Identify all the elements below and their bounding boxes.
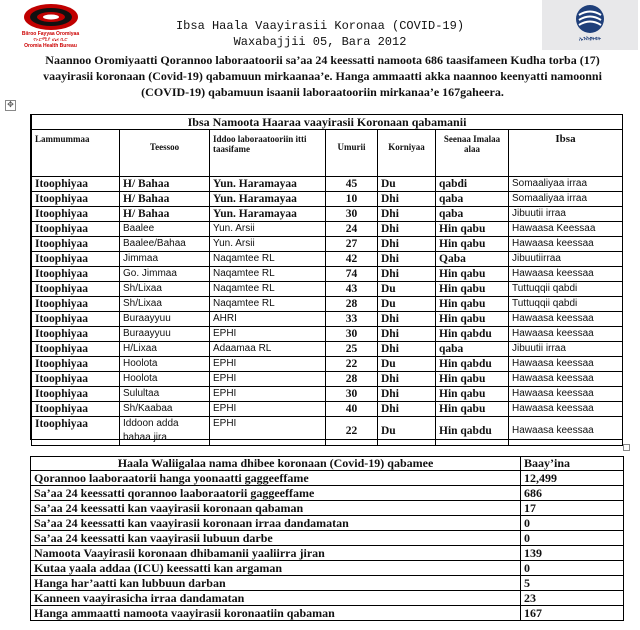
cell-nationality: Itoophiyaa <box>32 207 120 222</box>
logo-line-1: Biiroo Fayyaa Oromiyaa <box>21 31 80 37</box>
logo-line-2: የኦሮሚያ ጤና ቢሮ <box>33 37 68 43</box>
cell-sex: Dhi <box>378 402 436 417</box>
table-caption: Ibsa Namoota Haaraa vaayirasii Koronaan qabamanii <box>32 115 623 130</box>
cell-residence: Sh/Kaabaa <box>120 402 210 417</box>
case-row <box>32 297 623 312</box>
cell-nationality: Itoophiyaa <box>32 327 120 342</box>
cell-lab: Yun. Haramayaa <box>210 177 326 192</box>
cell-lab: Adaamaa RL <box>210 342 326 357</box>
cell-age: 42 <box>326 252 378 267</box>
summary-header-label: Haala Waliigalaa nama dhibee koronaan (Covid-19) qabamee <box>31 457 521 471</box>
cell-source: Hawaasa Keessaa <box>509 222 623 237</box>
cell-lab: Yun. Arsii <box>210 237 326 252</box>
cell-nationality: Itoophiyaa <box>32 282 120 297</box>
summary-label: Hanga ammaatti namoota vaayirasii koronaatiin qabaman <box>31 606 521 621</box>
resize-handle-icon[interactable] <box>623 444 630 451</box>
summary-row <box>31 471 624 486</box>
cell-travel: Hin qabdu <box>436 357 509 372</box>
table-caption-row <box>32 115 623 130</box>
summary-header-row <box>31 457 624 471</box>
summary-label: Sa’aa 24 keessatti kan vaayirasii koronaan qabaman <box>31 501 521 516</box>
cell-lab: EPHI <box>210 357 326 372</box>
cell-residence: Baalee <box>120 222 210 237</box>
cell-travel: qaba <box>436 342 509 357</box>
cell-source: Jibuutii irraa <box>509 342 623 357</box>
col-header-source: Ibsa <box>509 130 623 177</box>
cell-travel: Qaba <box>436 252 509 267</box>
case-row <box>32 222 623 237</box>
summary-value: 139 <box>521 546 624 561</box>
cell-age: 30 <box>326 207 378 222</box>
col-header-age: Umurii <box>326 130 378 177</box>
cell-source: Jibuutii irraa <box>509 207 623 222</box>
summary-row <box>31 561 624 576</box>
cell-sex: Dhi <box>378 312 436 327</box>
cell-source: Hawaasa keessaa <box>509 372 623 387</box>
cell-age: 25 <box>326 342 378 357</box>
case-row <box>32 237 623 252</box>
cell-sex: Dhi <box>378 372 436 387</box>
summary-label: Kutaa yaala addaa (ICU) keessatti kan argaman <box>31 561 521 576</box>
summary-row <box>31 501 624 516</box>
summary-row <box>31 516 624 531</box>
cell-travel: qaba <box>436 192 509 207</box>
cell-residence: H/ Bahaa <box>120 207 210 222</box>
summary-rows <box>31 471 624 621</box>
cell-travel: Hin qabu <box>436 267 509 282</box>
case-row <box>32 252 623 267</box>
cell-travel: Hin qabu <box>436 387 509 402</box>
summary-table <box>30 456 624 621</box>
case-row <box>32 192 623 207</box>
case-row <box>32 207 623 222</box>
cell-lab: Naqamtee RL <box>210 252 326 267</box>
logo-line-3: Oromia Health Bureau <box>24 43 77 49</box>
cell-residence: H/ Bahaa <box>120 192 210 207</box>
cell-source: Jibuutiirraa <box>509 252 623 267</box>
cell-sex: Dhi <box>378 192 436 207</box>
cell-travel: Hin qabu <box>436 402 509 417</box>
col-header-travel: Seenaa Imalaa alaa <box>436 130 509 177</box>
report-date: Waxabajjii 05, Bara 2012 <box>233 35 407 49</box>
cell-residence: Iddoon adda bahaa jira <box>120 417 210 446</box>
ephi-logo-text: ኢንስቲትዩት <box>579 36 601 42</box>
summary-value: 0 <box>521 561 624 576</box>
case-row <box>32 312 623 327</box>
cell-residence: Buraayyuu <box>120 327 210 342</box>
summary-header-value: Baay’ina <box>521 457 624 471</box>
case-row <box>32 342 623 357</box>
cell-age: 43 <box>326 282 378 297</box>
cell-sex: Dhi <box>378 387 436 402</box>
col-header-residence: Teessoo <box>120 130 210 177</box>
cell-residence: Jimmaa <box>120 252 210 267</box>
cell-residence: H/ Bahaa <box>120 177 210 192</box>
cell-sex: Dhi <box>378 252 436 267</box>
new-cases-table <box>31 114 623 446</box>
cell-sex: Dhi <box>378 222 436 237</box>
col-header-lab: Iddoo laboraatooriin itti taasifame <box>210 130 326 177</box>
col-header-nationality: Lammummaa <box>32 130 120 177</box>
cell-source: Hawaasa keessaa <box>509 417 623 446</box>
cell-residence: Sulultaa <box>120 387 210 402</box>
cell-source: Hawaasa keessaa <box>509 312 623 327</box>
cell-age: 28 <box>326 297 378 312</box>
cell-lab: Naqamtee RL <box>210 282 326 297</box>
case-row <box>32 357 623 372</box>
cell-sex: Dhi <box>378 327 436 342</box>
cell-residence: Buraayyuu <box>120 312 210 327</box>
summary-row <box>31 486 624 501</box>
cell-travel: Hin qabu <box>436 282 509 297</box>
cell-residence: Baalee/Bahaa <box>120 237 210 252</box>
case-row <box>32 387 623 402</box>
cell-nationality: Itoophiyaa <box>32 342 120 357</box>
cell-source: Hawaasa keessaa <box>509 387 623 402</box>
cell-travel: Hin qabu <box>436 237 509 252</box>
cell-lab: AHRI <box>210 312 326 327</box>
summary-value: 5 <box>521 576 624 591</box>
summary-label: Sa’aa 24 keessatti qorannoo laaboraatorii gaggeeffame <box>31 486 521 501</box>
cell-sex: Du <box>378 282 436 297</box>
summary-row <box>31 606 624 621</box>
summary-value: 0 <box>521 516 624 531</box>
case-rows <box>32 177 623 446</box>
cell-source: Hawaasa keessaa <box>509 402 623 417</box>
summary-label: Hanga har’aatti kan lubbuun darban <box>31 576 521 591</box>
cell-lab: Naqamtee RL <box>210 267 326 282</box>
cell-age: 22 <box>326 357 378 372</box>
table-header-row <box>32 130 623 177</box>
cell-residence: Sh/Lixaa <box>120 297 210 312</box>
cell-source: Tuttuqqii qabdi <box>509 282 623 297</box>
intro-paragraph: Naannoo Oromiyaatti Qorannoo laboraatoorii sa’aa 24 keessatti namoota 686 taasifameen Kudha torba (17) vaayirasii koronaan (Covid-19) qabamuun mirkaanaa’e. Hanga ammaatti akka naannoo keenyatti namoonni (COVID-19) qabamuun isaanii laboraatooriin mirkanaa’e 167gaheera. <box>43 53 602 99</box>
summary-value: 17 <box>521 501 624 516</box>
case-row <box>32 417 623 446</box>
cell-sex: Du <box>378 177 436 192</box>
cell-nationality: Itoophiyaa <box>32 267 120 282</box>
cell-sex: Du <box>378 357 436 372</box>
cell-nationality: Itoophiyaa <box>32 222 120 237</box>
col-header-sex: Korniyaa <box>378 130 436 177</box>
summary-value: 0 <box>521 531 624 546</box>
summary-value: 12,499 <box>521 471 624 486</box>
summary-label: Namoota Vaayirasii koronaan dhibamanii yaaliirra jiran <box>31 546 521 561</box>
summary-label: Kanneen vaayirasicha irraa dandamatan <box>31 591 521 606</box>
cell-residence: Hoolota <box>120 372 210 387</box>
cell-source: Tuttuqqii qabdi <box>509 297 623 312</box>
cell-lab: EPHI <box>210 327 326 342</box>
cell-age: 27 <box>326 237 378 252</box>
summary-row <box>31 531 624 546</box>
cell-travel: qabdi <box>436 177 509 192</box>
case-row <box>32 402 623 417</box>
summary-label: Sa’aa 24 keessatti kan vaayirasii koronaan irraa dandamatan <box>31 516 521 531</box>
cell-nationality: Itoophiyaa <box>32 417 120 446</box>
cell-lab: EPHI <box>210 372 326 387</box>
cell-lab: EPHI <box>210 417 326 446</box>
summary-label: Sa’aa 24 keessatti kan vaayirasii lubuun darbe <box>31 531 521 546</box>
summary-label: Qorannoo laaboraatorii hanga yoonaatti gaggeeffame <box>31 471 521 486</box>
cell-age: 45 <box>326 177 378 192</box>
cell-residence: Go. Jimmaa <box>120 267 210 282</box>
summary-value: 686 <box>521 486 624 501</box>
cell-sex: Dhi <box>378 342 436 357</box>
cell-sex: Du <box>378 417 436 446</box>
cell-residence: Sh/Lixaa <box>120 282 210 297</box>
summary-value: 167 <box>521 606 624 621</box>
cell-age: 40 <box>326 402 378 417</box>
cell-source: Somaaliyaa irraa <box>509 177 623 192</box>
cell-nationality: Itoophiyaa <box>32 372 120 387</box>
cell-travel: Hin qabu <box>436 372 509 387</box>
cell-age: 24 <box>326 222 378 237</box>
cell-source: Hawaasa keessaa <box>509 237 623 252</box>
cell-lab: Naqamtee RL <box>210 297 326 312</box>
cell-sex: Dhi <box>378 237 436 252</box>
cell-nationality: Itoophiyaa <box>32 237 120 252</box>
cell-nationality: Itoophiyaa <box>32 177 120 192</box>
cell-age: 33 <box>326 312 378 327</box>
cell-age: 74 <box>326 267 378 282</box>
case-row <box>32 372 623 387</box>
cell-age: 10 <box>326 192 378 207</box>
cell-age: 22 <box>326 417 378 446</box>
cell-travel: Hin qabdu <box>436 327 509 342</box>
cell-nationality: Itoophiyaa <box>32 297 120 312</box>
cell-nationality: Itoophiyaa <box>32 312 120 327</box>
summary-row <box>31 591 624 606</box>
cell-nationality: Itoophiyaa <box>32 252 120 267</box>
cell-nationality: Itoophiyaa <box>32 192 120 207</box>
cell-residence: Hoolota <box>120 357 210 372</box>
case-row <box>32 282 623 297</box>
case-row <box>32 267 623 282</box>
summary-row <box>31 576 624 591</box>
summary-value: 23 <box>521 591 624 606</box>
cell-source: Hawaasa keessaa <box>509 327 623 342</box>
cell-travel: Hin qabu <box>436 312 509 327</box>
cell-age: 30 <box>326 387 378 402</box>
case-row <box>32 327 623 342</box>
page-title: Ibsa Haala Vaayirasii Koronaa (COVID-19) <box>175 19 465 33</box>
cell-sex: Dhi <box>378 267 436 282</box>
cell-source: Somaaliyaa irraa <box>509 192 623 207</box>
cell-lab: EPHI <box>210 402 326 417</box>
cell-nationality: Itoophiyaa <box>32 402 120 417</box>
cell-travel: Hin qabu <box>436 297 509 312</box>
cell-travel: qaba <box>436 207 509 222</box>
cell-lab: EPHI <box>210 387 326 402</box>
cell-source: Hawaasa keessaa <box>509 267 623 282</box>
cell-nationality: Itoophiyaa <box>32 357 120 372</box>
cell-age: 30 <box>326 327 378 342</box>
summary-row <box>31 546 624 561</box>
cell-travel: Hin qabdu <box>436 417 509 446</box>
cell-nationality: Itoophiyaa <box>32 387 120 402</box>
cell-lab: Yun. Arsii <box>210 222 326 237</box>
cell-residence: H/Lixaa <box>120 342 210 357</box>
cell-travel: Hin qabu <box>436 222 509 237</box>
cell-sex: Du <box>378 297 436 312</box>
cell-age: 28 <box>326 372 378 387</box>
cell-lab: Yun. Haramayaa <box>210 207 326 222</box>
cell-source: Hawaasa keessaa <box>509 357 623 372</box>
cell-sex: Dhi <box>378 207 436 222</box>
table-move-handle-icon[interactable]: ✥ <box>5 100 16 111</box>
case-row <box>32 177 623 192</box>
cell-lab: Yun. Haramayaa <box>210 192 326 207</box>
